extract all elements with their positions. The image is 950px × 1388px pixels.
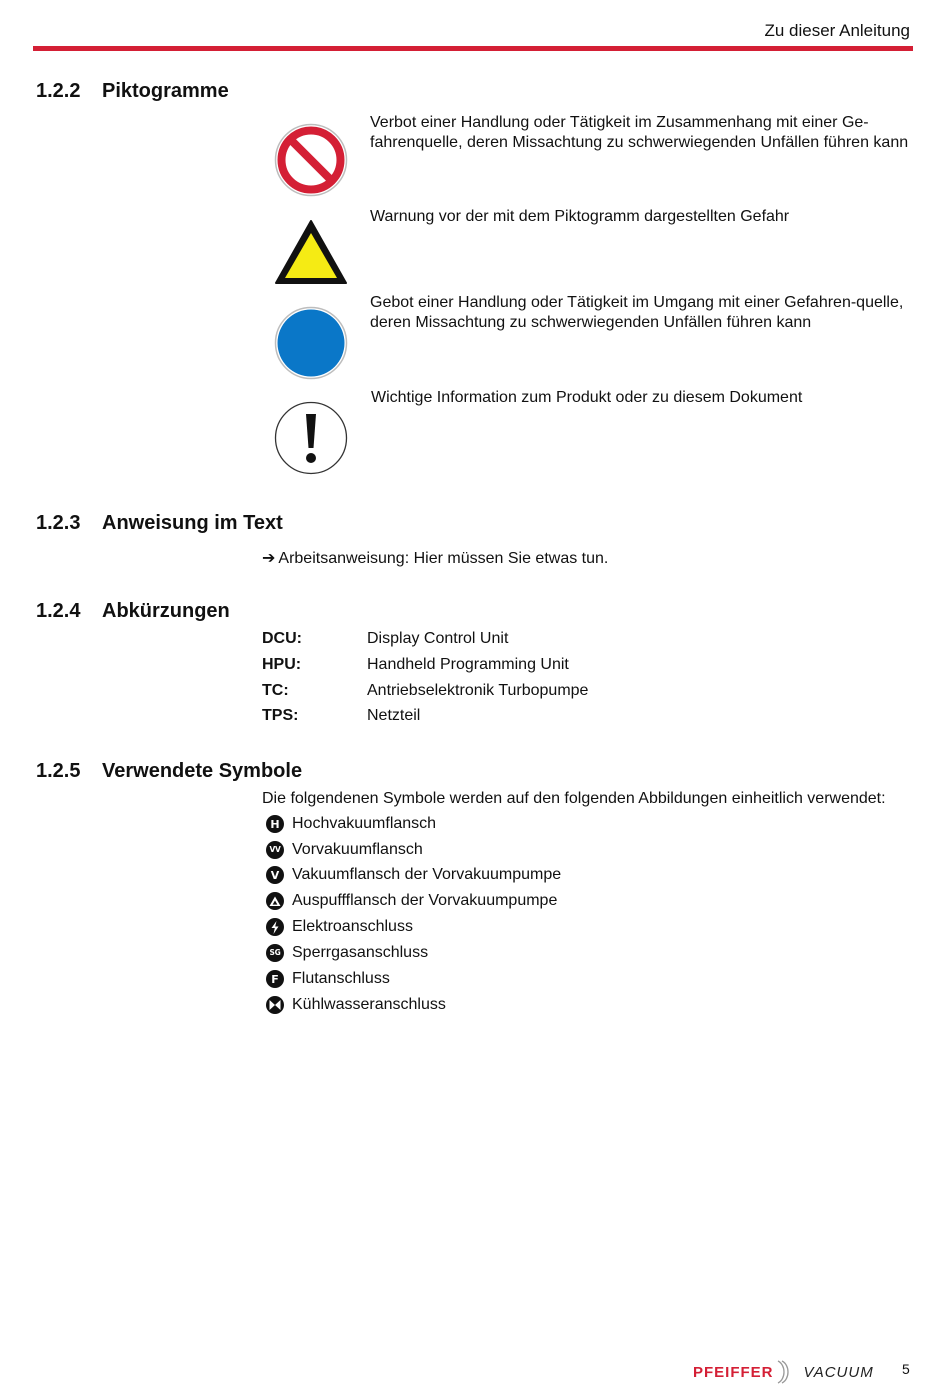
symbol-item <box>266 944 428 962</box>
section-title-piktogramme: Piktogramme <box>102 80 229 102</box>
abbreviation-value: Netzteil <box>367 707 421 724</box>
pictogram-text-information: Wichtige Information zum Produkt oder zu diesem Dokument <box>371 389 803 406</box>
information-icon <box>274 401 348 475</box>
page-number: 5 <box>902 1361 910 1377</box>
symbol-label: Vorvakuumflansch <box>292 841 423 858</box>
section-title-symbole: Verwendete Symbole <box>102 760 303 782</box>
fore-vacuum-flange-icon: VV <box>266 841 284 859</box>
logo-swoosh-icon <box>774 1360 800 1384</box>
symbol-label: Auspuffflansch der Vorvakuumpumpe <box>292 892 558 909</box>
symbol-item <box>266 996 446 1014</box>
symbol-label: Vakuumflansch der Vorvakuumpumpe <box>292 866 562 883</box>
symbol-label: Kühlwasseranschluss <box>292 996 446 1013</box>
logo-brand: PFEIFFER <box>693 1363 774 1381</box>
exhaust-flange-icon <box>266 892 284 910</box>
symbol-label: Hochvakuumflansch <box>292 815 437 832</box>
symbol-item <box>266 970 390 988</box>
pfeiffer-vacuum-logo <box>693 1360 874 1384</box>
symbol-item <box>266 815 436 833</box>
section-number-piktogramme: 1.2.2 <box>36 80 81 102</box>
sealing-gas-connection-icon: SG <box>266 944 284 962</box>
symbol-item <box>266 918 413 936</box>
instruction-text: Arbeitsanweisung: Hier müssen Sie etwas tun. <box>278 550 609 567</box>
electrical-connection-icon <box>266 918 284 936</box>
mandatory-icon <box>274 306 348 380</box>
abbreviation-key: TC: <box>262 682 289 699</box>
pictogram-text-warning: Warnung vor der mit dem Piktogramm dargestellten Gefahr <box>370 208 790 225</box>
symbol-label: Flutanschluss <box>292 970 390 987</box>
prohibition-icon <box>274 123 348 197</box>
section-title-abkuerzungen: Abkürzungen <box>102 600 230 622</box>
warning-triangle-icon <box>274 219 348 285</box>
abbreviation-key: HPU: <box>262 656 302 673</box>
header-rule <box>33 46 913 51</box>
symbol-item <box>266 892 557 910</box>
logo-suffix: VACUUM <box>803 1363 874 1381</box>
vacuum-flange-icon: V <box>266 866 284 884</box>
symbol-item <box>266 841 423 859</box>
section-number-anweisung: 1.2.3 <box>36 512 81 534</box>
abbreviation-key: TPS: <box>262 707 299 724</box>
high-vacuum-flange-icon: H <box>266 815 284 833</box>
abbreviation-key: DCU: <box>262 630 302 647</box>
running-header-title: Zu dieser Anleitung <box>764 21 910 40</box>
symbols-intro: Die folgendenen Symbole werden auf den folgenden Abbildungen einheitlich verwendet: <box>262 790 886 807</box>
pictogram-text-mandatory: Gebot einer Handlung oder Tätigkeit im Umgang mit einer Gefahren-quelle, deren Missachtung zu schwerwiegenden Unfällen führen kann <box>370 294 904 331</box>
abbreviation-value: Display Control Unit <box>367 630 509 647</box>
symbol-label: Elektroanschluss <box>292 918 413 935</box>
section-number-symbole: 1.2.5 <box>36 760 81 782</box>
instruction-line <box>262 548 608 568</box>
venting-connection-icon: F <box>266 970 284 988</box>
symbol-item <box>266 866 561 884</box>
abbreviation-value: Antriebselektronik Turbopumpe <box>367 682 589 699</box>
cooling-water-connection-icon <box>266 996 284 1014</box>
section-title-anweisung: Anweisung im Text <box>102 512 283 534</box>
symbol-label: Sperrgasanschluss <box>292 944 429 961</box>
pictogram-text-prohibition: Verbot einer Handlung oder Tätigkeit im Zusammenhang mit einer Ge-fahrenquelle, deren Missachtung zu schwerwiegenden Unfällen führen kann <box>370 114 909 151</box>
abbreviation-value: Handheld Programming Unit <box>367 656 569 673</box>
arrow-right-icon: ➔ <box>262 548 276 567</box>
section-number-abkuerzungen: 1.2.4 <box>36 600 81 622</box>
